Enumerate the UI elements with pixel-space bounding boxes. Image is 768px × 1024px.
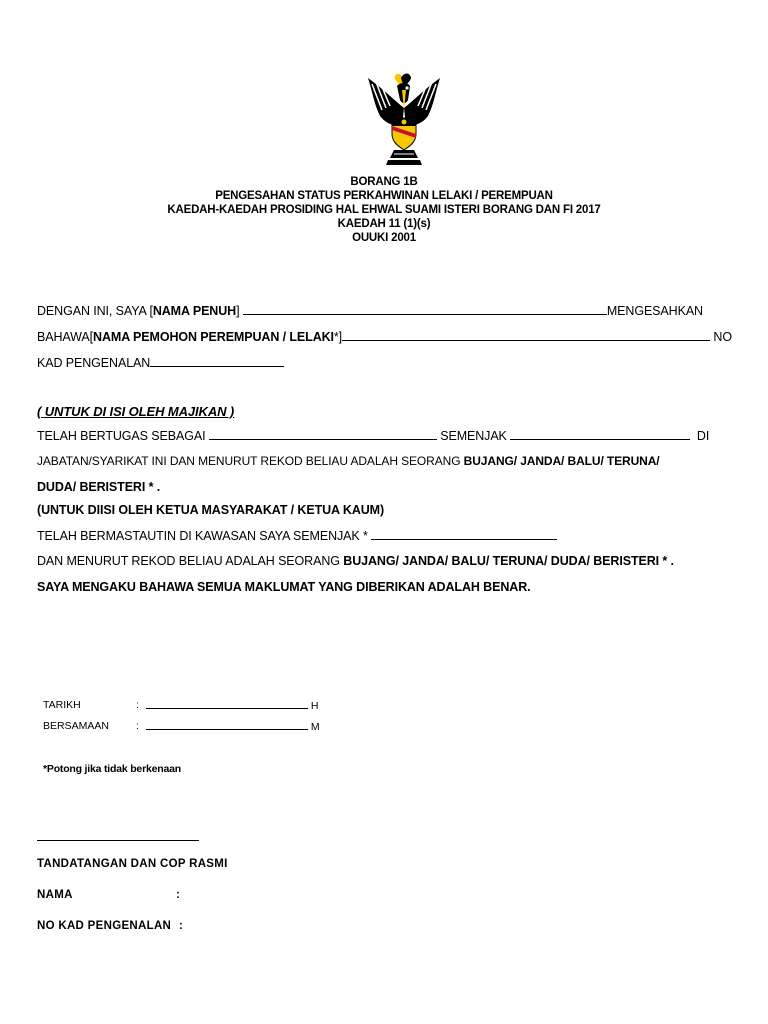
form-header xyxy=(0,175,768,245)
form-ordinance: OUUKI 2001 xyxy=(352,232,416,244)
hijri-date-field[interactable] xyxy=(146,699,308,709)
community-line-1: TELAH BERMASTAUTIN DI KAWASAN SAYA SEMENJAK * xyxy=(37,528,557,543)
declaration-line-2: BAHAWA[NAMA PEMOHON PEREMPUAN / LELAKI*] NO xyxy=(37,330,732,344)
employer-line-1: TELAH BERTUGAS SEBAGAI SEMENJAK DI xyxy=(37,429,710,443)
employer-section-heading: ( UNTUK DI ISI OLEH MAJIKAN ) xyxy=(37,404,235,419)
bersamaan-row: M xyxy=(146,720,320,733)
form-number: BORANG 1B xyxy=(350,176,418,188)
residence-since-field[interactable] xyxy=(371,528,557,540)
form-rule: KAEDAH 11 (1)(s) xyxy=(337,218,431,230)
employer-status-line: DUDA/ BERISTERI * . xyxy=(37,480,161,494)
signature-line[interactable] xyxy=(37,840,199,841)
tarikh-row: H xyxy=(146,699,319,712)
ic-number-field[interactable] xyxy=(150,355,284,367)
gregorian-date-field[interactable] xyxy=(146,720,308,730)
full-name-field[interactable] xyxy=(243,303,607,315)
footnote: *Potong jika tidak berkenaan xyxy=(43,763,181,775)
name-colon: : xyxy=(176,889,181,901)
applicant-name-field[interactable] xyxy=(342,329,710,341)
signature-label: TANDATANGAN DAN COP RASMI xyxy=(37,858,228,870)
tarikh-label: TARIKH xyxy=(43,699,81,711)
employer-line-2: JABATAN/SYARIKAT INI DAN MENURUT REKOD BELIAU ADALAH SEORANG BUJANG/ JANDA/ BALU/ TERUNA/ xyxy=(37,454,660,468)
ic-colon: : xyxy=(179,920,184,932)
employment-since-field[interactable] xyxy=(510,428,690,440)
community-section-heading: (UNTUK DIISI OLEH KETUA MASYARAKAT / KETUA KAUM) xyxy=(37,503,385,517)
bersamaan-colon: : xyxy=(136,720,139,732)
declaration-line-3: KAD PENGENALAN xyxy=(37,355,284,370)
coat-of-arms-icon xyxy=(364,70,444,170)
truth-declaration: SAYA MENGAKU BAHAWA SEMUA MAKLUMAT YANG DIBERIKAN ADALAH BENAR. xyxy=(37,580,531,594)
form-title: PENGESAHAN STATUS PERKAHWINAN LELAKI / PEREMPUAN xyxy=(215,190,553,202)
community-line-2: DAN MENURUT REKOD BELIAU ADALAH SEORANG BUJANG/ JANDA/ BALU/ TERUNA/ DUDA/ BERISTERI * . xyxy=(37,554,674,568)
form-regulation: KAEDAH-KAEDAH PROSIDING HAL EHWAL SUAMI ISTERI BORANG DAN FI 2017 xyxy=(167,204,601,216)
position-field[interactable] xyxy=(209,428,437,440)
tarikh-colon: : xyxy=(136,699,139,711)
declaration-line-1: DENGAN INI, SAYA [NAMA PENUH] MENGESAHKAN xyxy=(37,304,703,318)
bersamaan-label: BERSAMAAN xyxy=(43,720,109,732)
ic-label: NO KAD PENGENALAN xyxy=(37,920,172,932)
name-label: NAMA xyxy=(37,889,73,901)
